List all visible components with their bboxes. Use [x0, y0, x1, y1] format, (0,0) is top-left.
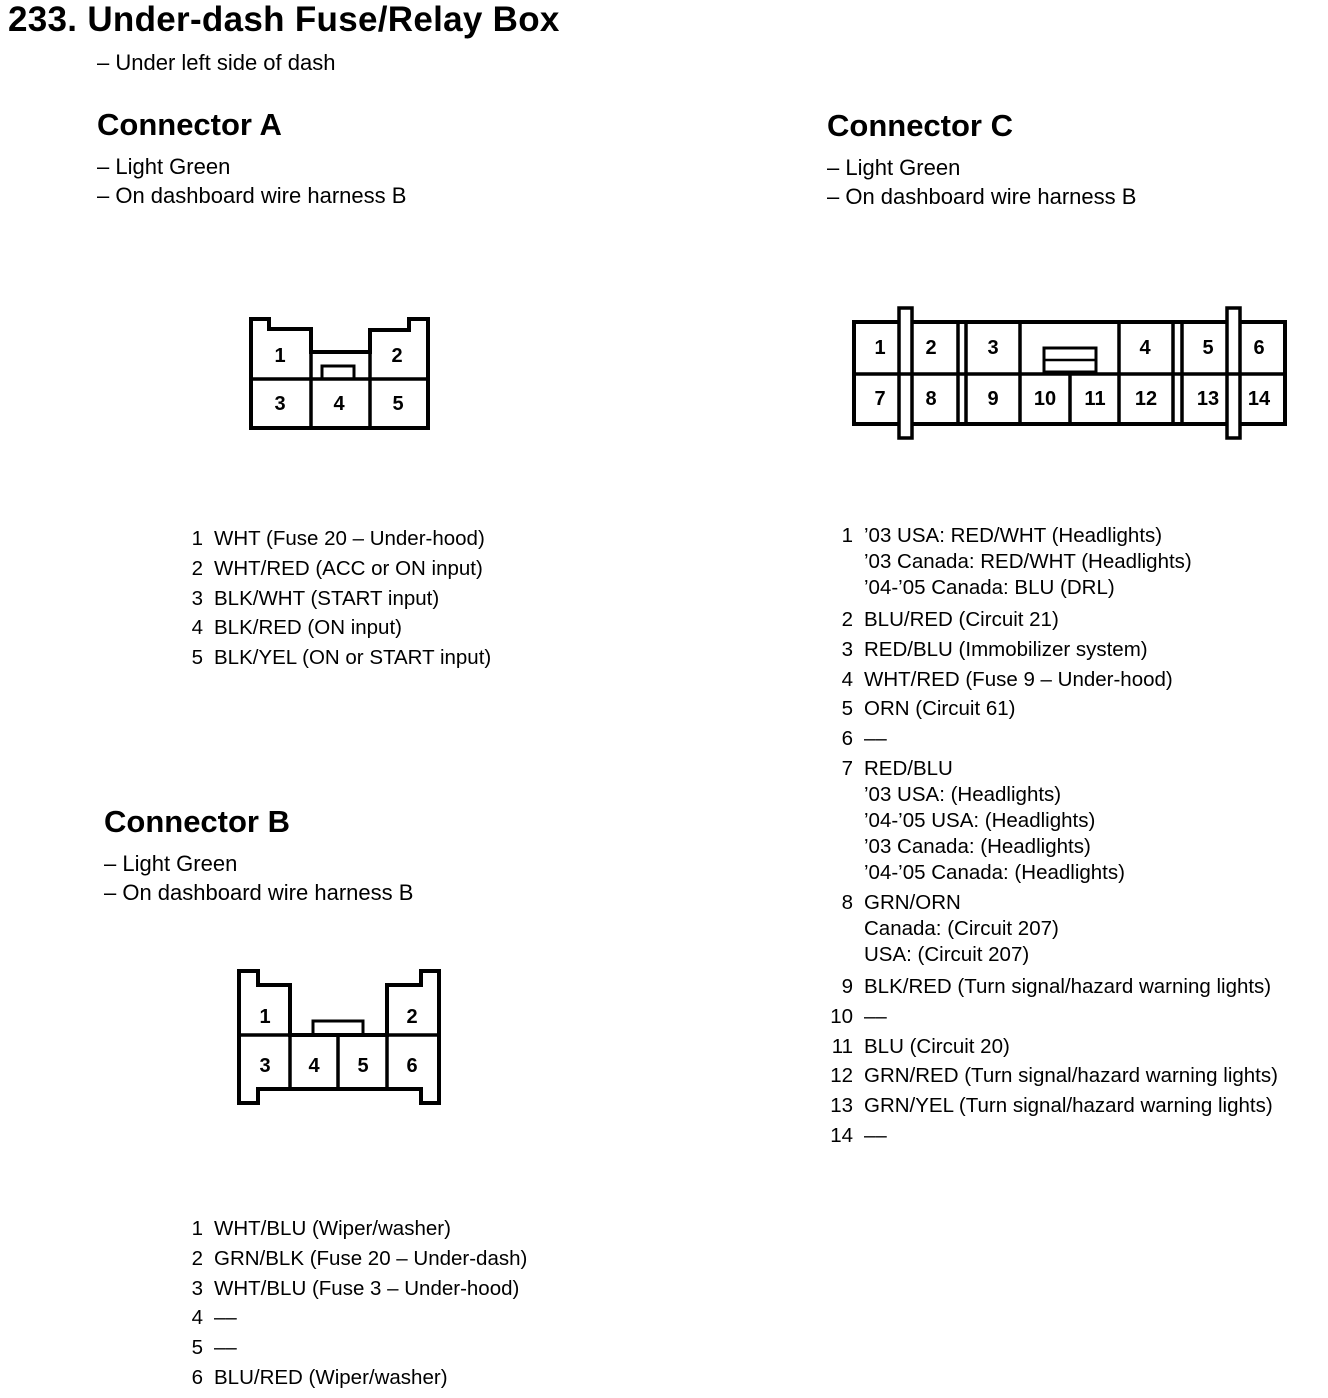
pin-row	[827, 1032, 1278, 1062]
pin-number: 2	[191, 556, 203, 580]
connector-a-diagram	[251, 319, 428, 428]
connector-a-pin-list	[177, 524, 491, 673]
pin-number: 4	[191, 1306, 203, 1330]
pin-row	[177, 554, 491, 584]
pin-description: GRN/ORN Canada: (Circuit 207) USA: (Circuit 207)	[864, 890, 1059, 966]
pin-row	[827, 694, 1278, 724]
pin-number: 4	[191, 616, 203, 640]
pin-number: 5	[191, 1336, 203, 1360]
connector-c-notes	[827, 153, 1136, 211]
pin-number: 10	[830, 1004, 853, 1028]
connector-b-harness: – On dashboard wire harness B	[104, 880, 414, 905]
pin-row	[827, 724, 1278, 754]
connector-c-harness: – On dashboard wire harness B	[827, 184, 1137, 209]
pin-description: BLK/RED (ON input)	[214, 616, 402, 640]
connector-b-cavity-4: 4	[308, 1055, 320, 1077]
connector-c-diagram	[854, 308, 1285, 438]
pin-description: ––	[864, 1123, 887, 1147]
pin-number: 1	[191, 527, 203, 550]
connector-c-cavity-4: 4	[1139, 337, 1151, 359]
pin-row	[827, 605, 1278, 635]
connector-c-cavity-11: 11	[1084, 388, 1106, 410]
pin-number: 3	[191, 1276, 203, 1300]
pin-description: GRN/RED (Turn signal/hazard warning lights)	[864, 1064, 1278, 1088]
pin-row	[827, 1061, 1278, 1091]
pin-number: 5	[841, 697, 853, 721]
pin-number: 12	[830, 1064, 853, 1088]
pin-description: WHT/BLU (Fuse 3 – Under-hood)	[214, 1276, 520, 1300]
connector-c-cavity-9: 9	[987, 388, 999, 410]
pin-number: 2	[191, 1246, 203, 1270]
page-title: 233. Under-dash Fuse/Relay Box	[8, 0, 560, 39]
pin-description: BLU/RED (Circuit 21)	[864, 608, 1059, 631]
pin-row	[827, 635, 1278, 665]
pin-row	[177, 1333, 527, 1363]
pin-row	[177, 524, 491, 554]
connector-a-cavity-1: 1	[274, 345, 286, 367]
pin-number: 3	[841, 637, 853, 661]
pin-description: WHT (Fuse 20 – Under-hood)	[214, 527, 485, 550]
pin-description: GRN/YEL (Turn signal/hazard warning lights)	[864, 1094, 1273, 1118]
pin-row	[177, 1274, 527, 1304]
pin-row	[177, 1214, 527, 1244]
pin-number: 6	[191, 1365, 203, 1389]
pin-number: 9	[841, 974, 853, 998]
pin-row	[177, 1244, 527, 1274]
connector-c-cavity-12: 12	[1134, 388, 1158, 410]
connector-c-cavity-2: 2	[925, 337, 937, 359]
pin-description: WHT/RED (ACC or ON input)	[214, 556, 483, 580]
connector-c-cavity-7: 7	[874, 388, 886, 410]
connector-b-diagram	[239, 971, 439, 1103]
connector-c-cavity-13: 13	[1196, 388, 1220, 410]
pin-description: RED/BLU ’03 USA: (Headlights) ’04-’05 USA: (Headlights) ’03 Canada: (Headlights) ’04-’05 Canada: (Headlights)	[864, 756, 1125, 884]
pin-number: 3	[191, 586, 203, 610]
pin-description: RED/BLU (Immobilizer system)	[864, 637, 1148, 661]
connector-b-color: – Light Green	[104, 851, 238, 876]
pin-description: BLK/WHT (START input)	[214, 586, 440, 610]
pin-row	[827, 1002, 1278, 1032]
connector-c-cavity-8: 8	[925, 388, 937, 410]
connector-c-pin-list	[827, 523, 1278, 1151]
connector-b-notes	[104, 849, 413, 907]
pin-row	[827, 523, 1278, 601]
pin-row	[827, 972, 1278, 1002]
pin-description: WHT/RED (Fuse 9 – Under-hood)	[864, 667, 1173, 691]
pin-description: BLU/RED (Wiper/washer)	[214, 1365, 448, 1389]
page-location: – Under left side of dash	[97, 50, 336, 75]
pin-number: 13	[830, 1094, 853, 1118]
pin-number: 2	[841, 608, 853, 631]
connector-c-cavity-3: 3	[987, 337, 999, 359]
pin-row	[827, 665, 1278, 695]
pin-description: BLK/RED (Turn signal/hazard warning lights)	[864, 974, 1272, 998]
pin-description: ––	[864, 1004, 887, 1028]
pin-row	[177, 584, 491, 614]
pin-number: 6	[841, 727, 853, 751]
pin-description: BLU (Circuit 20)	[864, 1034, 1010, 1058]
pin-number: 5	[191, 646, 203, 670]
connector-a-cavity-3: 3	[274, 393, 286, 415]
pin-row	[177, 613, 491, 643]
connector-b-cavity-3: 3	[259, 1055, 271, 1077]
pin-number: 1	[191, 1217, 203, 1240]
pin-row	[827, 756, 1278, 886]
pin-row	[827, 890, 1278, 968]
pin-row	[177, 643, 491, 673]
pin-number: 1	[841, 524, 853, 547]
pin-description: GRN/BLK (Fuse 20 – Under-dash)	[214, 1246, 528, 1270]
pin-row	[827, 1091, 1278, 1121]
connector-a-cavity-2: 2	[391, 345, 403, 367]
connector-c-cavity-5: 5	[1202, 337, 1214, 359]
pin-description: ––	[214, 1336, 237, 1360]
pin-description: ––	[214, 1306, 237, 1330]
pin-description: ’03 USA: RED/WHT (Headlights) ’03 Canada: RED/WHT (Headlights) ’04-’05 Canada: BLU (DRL)	[864, 524, 1192, 599]
connector-a-cavity-5: 5	[392, 393, 404, 415]
pin-number: 11	[831, 1034, 853, 1058]
pin-row	[177, 1363, 527, 1393]
connector-b-cavity-1: 1	[259, 1006, 271, 1028]
connector-b-title: Connector B	[104, 804, 290, 839]
connector-c-cavity-10: 10	[1033, 388, 1057, 410]
pin-row	[827, 1121, 1278, 1151]
connector-a-color: – Light Green	[97, 154, 231, 179]
connector-c-title: Connector C	[827, 108, 1013, 143]
connector-c-cavity-14: 14	[1247, 388, 1271, 410]
connector-b-cavity-2: 2	[406, 1006, 418, 1028]
pin-description: BLK/YEL (ON or START input)	[214, 646, 492, 670]
pin-number: 14	[830, 1123, 853, 1147]
pin-description: ORN (Circuit 61)	[864, 697, 1016, 721]
pin-number: 7	[841, 756, 853, 780]
pin-description: WHT/BLU (Wiper/washer)	[214, 1217, 451, 1240]
connector-b-pin-list	[177, 1214, 527, 1393]
connector-a-cavity-4: 4	[333, 393, 345, 415]
connector-a-title: Connector A	[97, 107, 282, 142]
connector-c-color: – Light Green	[827, 155, 961, 180]
connector-b-cavity-5: 5	[357, 1055, 369, 1077]
pin-row	[177, 1303, 527, 1333]
connector-c-cavity-1: 1	[874, 337, 886, 359]
pin-number: 4	[841, 667, 853, 691]
pin-description: ––	[864, 727, 887, 751]
connector-c-cavity-6: 6	[1253, 337, 1265, 359]
connector-b-cavity-6: 6	[406, 1055, 418, 1077]
pin-number: 8	[841, 890, 853, 914]
connector-a-harness: – On dashboard wire harness B	[97, 183, 407, 208]
